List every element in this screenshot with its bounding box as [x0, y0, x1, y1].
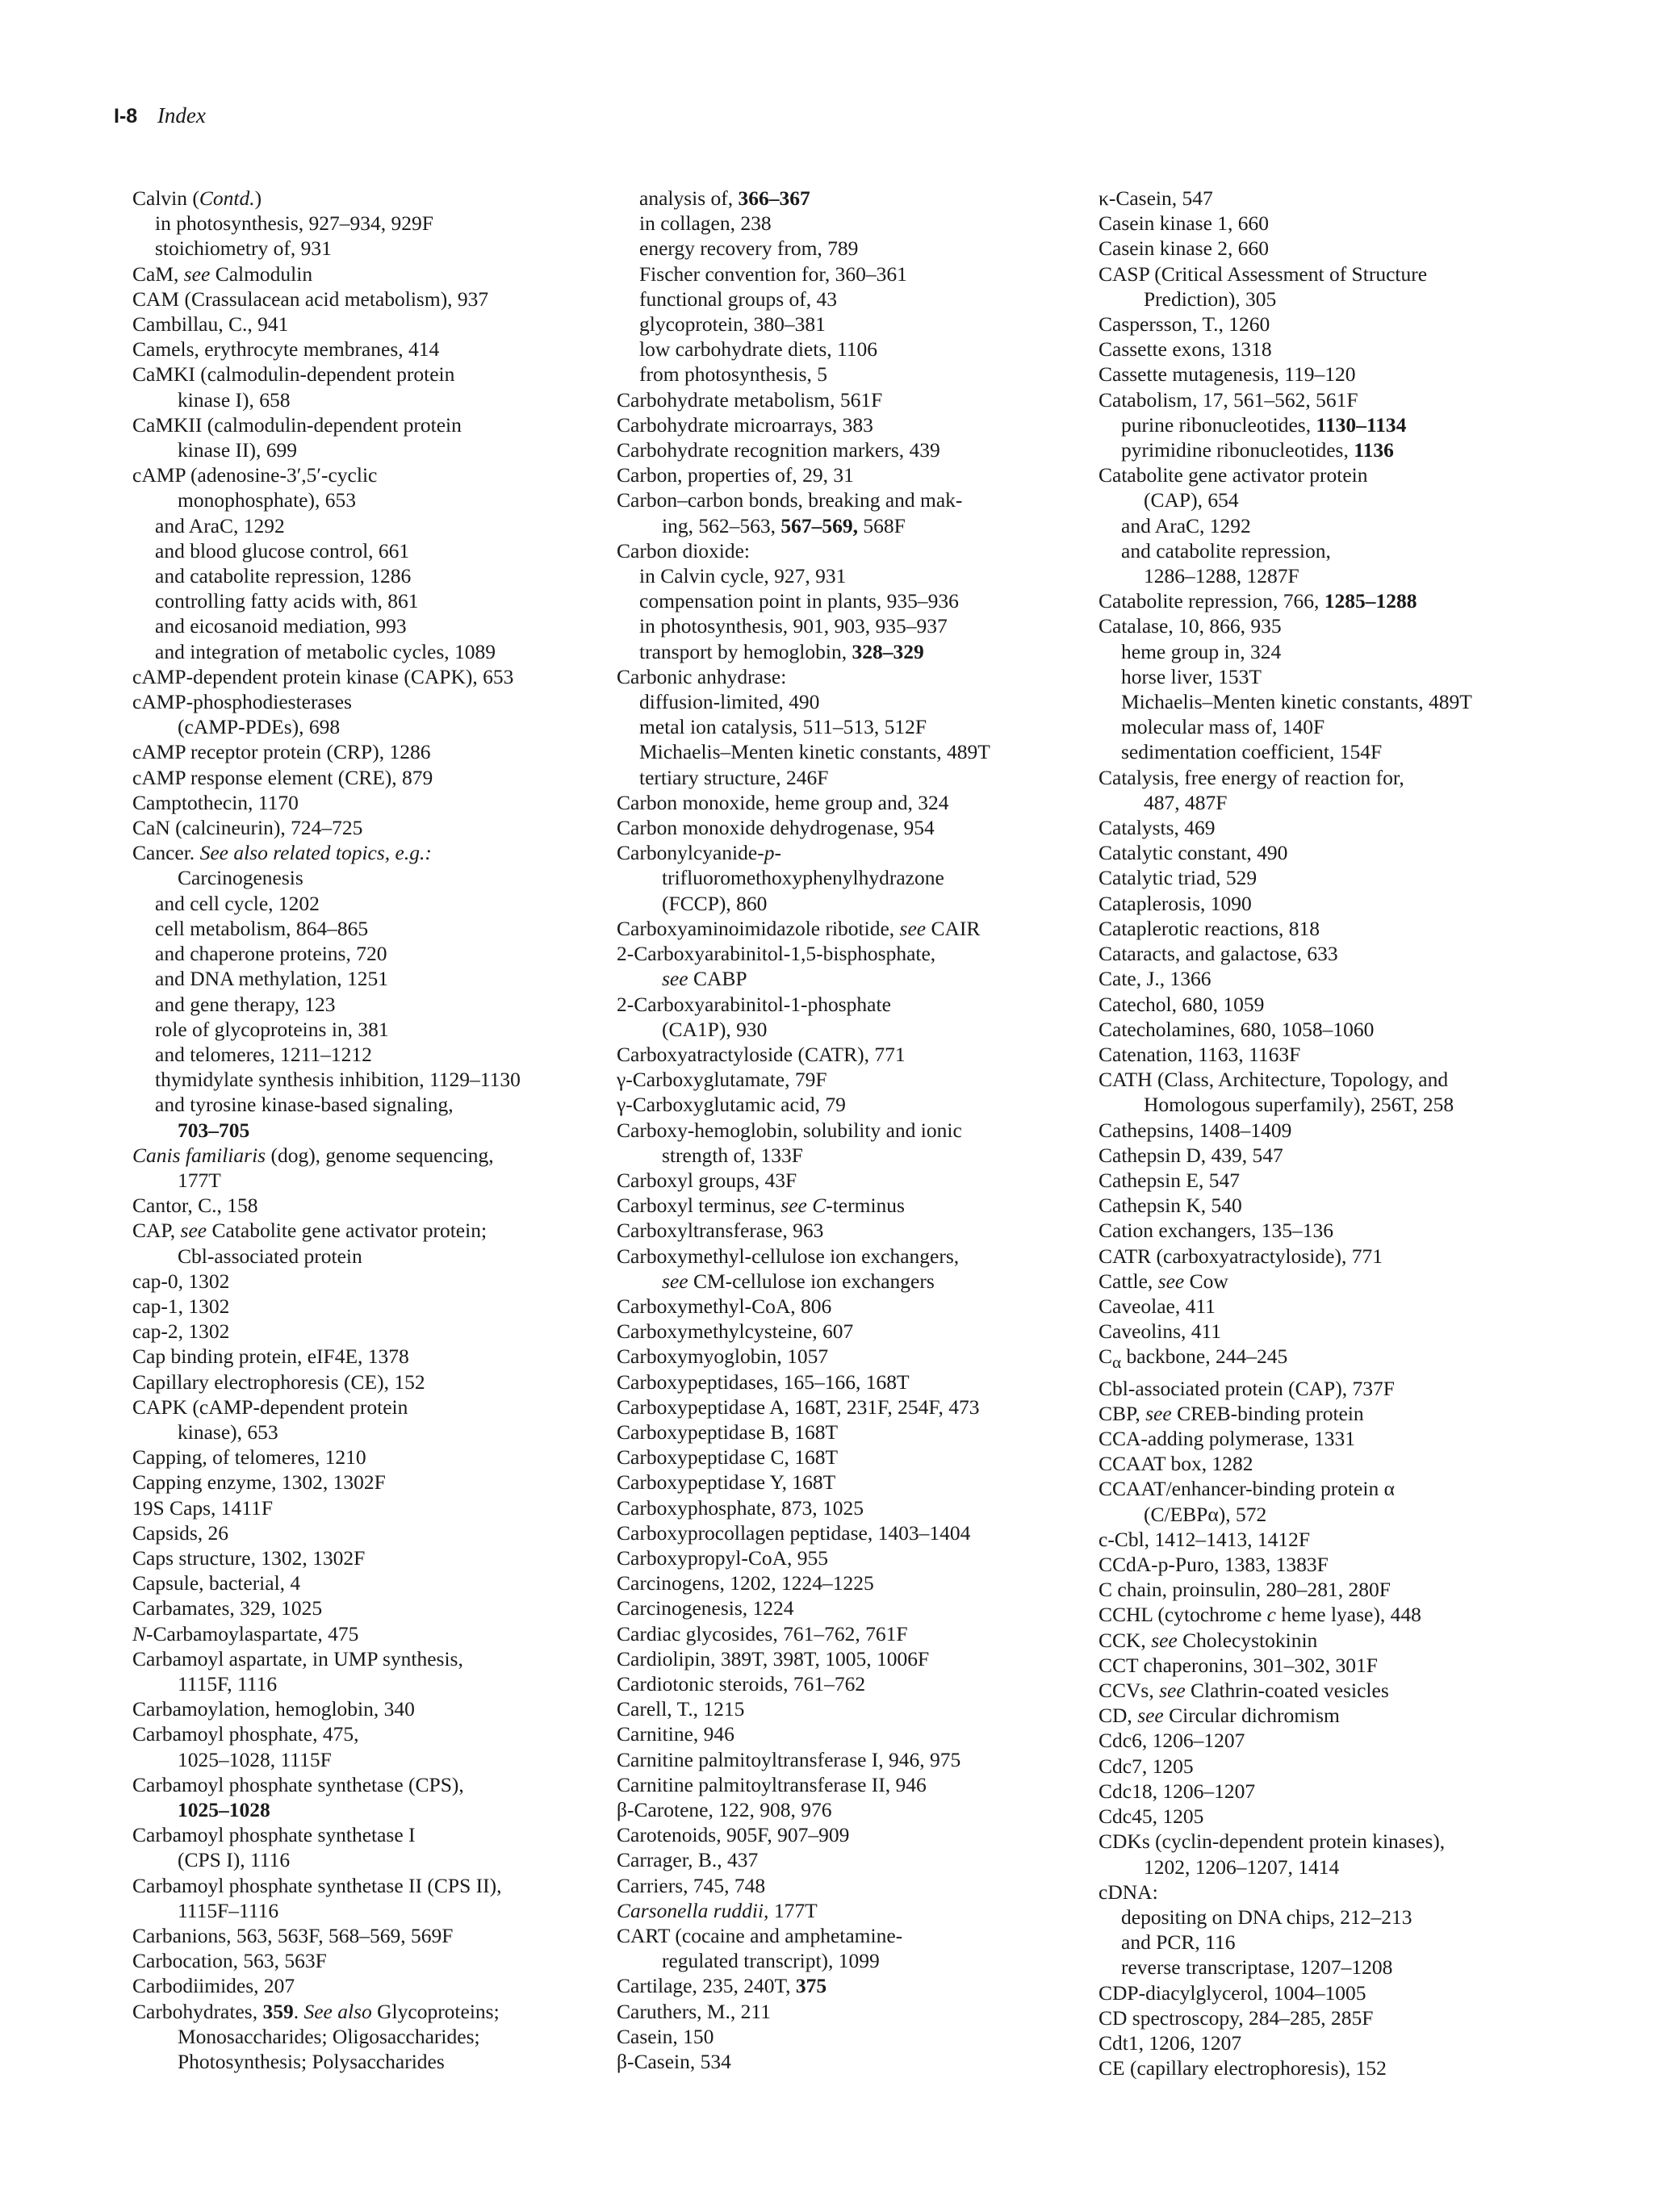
index-entry: Carboxyprocollagen peptidase, 1403–1404: [617, 1520, 971, 1545]
index-entry: c-Cbl, 1412–1413, 1412F: [1099, 1527, 1311, 1551]
index-entry: Carbamoyl phosphate synthetase (CPS),: [132, 1772, 464, 1796]
index-entry: CDKs (cyclin-dependent protein kinases),: [1099, 1829, 1446, 1854]
index-entry: cAMP-dependent protein kinase (CAPK), 653: [132, 664, 514, 688]
index-entry: CCK, see Cholecystokinin: [1099, 1628, 1318, 1652]
index-entry: Cantor, C., 158: [132, 1194, 258, 1218]
index-subentry: molecular mass of, 140F: [1121, 715, 1325, 739]
index-subentry: transport by hemoglobin, 328–329: [639, 639, 924, 663]
index-entry: Catalytic triad, 529: [1099, 866, 1258, 890]
index-entry: Carriers, 745, 748: [617, 1873, 766, 1897]
index-column-1: [132, 186, 592, 2074]
index-subentry: and tyrosine kinase-based signaling,: [155, 1093, 454, 1117]
index-entry-continuation: see CM-cellulose ion exchangers: [662, 1269, 935, 1293]
index-entry: Cathepsin E, 547: [1099, 1168, 1240, 1192]
index-entry: β-Carotene, 122, 908, 976: [617, 1798, 832, 1821]
index-entry: Cdc45, 1205: [1099, 1804, 1204, 1829]
index-entry: Caveolins, 411: [1099, 1319, 1222, 1344]
index-entry: CCA-adding polymerase, 1331: [1099, 1427, 1355, 1451]
index-entry: CART (cocaine and amphetamine-: [617, 1924, 903, 1948]
index-subentry: reverse transcriptase, 1207–1208: [1121, 1955, 1393, 1980]
index-entry-continuation: 1025–1028, 1115F: [178, 1747, 332, 1771]
index-entry: 2-Carboxyarabinitol-1,5-bisphosphate,: [617, 942, 936, 966]
index-subentry: and integration of metabolic cycles, 1089: [155, 639, 496, 663]
index-entry: Cattle, see Cow: [1099, 1269, 1228, 1293]
index-entry: Casein kinase 2, 660: [1099, 236, 1270, 261]
index-entry: cAMP receptor protein (CRP), 1286: [132, 740, 431, 764]
index-entry: CaM, see Calmodulin: [132, 261, 313, 286]
index-subentry: cell metabolism, 864–865: [155, 916, 369, 940]
index-entry: Carboxypeptidases, 165–166, 168T: [617, 1369, 910, 1394]
index-entry: cap-1, 1302: [132, 1294, 230, 1318]
index-entry: Caruthers, M., 211: [617, 1999, 771, 2023]
index-entry: Cathepsin D, 439, 547: [1099, 1143, 1283, 1167]
index-entry: Cassette mutagenesis, 119–120: [1099, 362, 1356, 387]
index-entry: CDP-diacylglycerol, 1004–1005: [1099, 1980, 1366, 2005]
index-entry: cAMP response element (CRE), 879: [132, 765, 433, 789]
index-entry: Caveolae, 411: [1099, 1294, 1216, 1318]
index-subentry: thymidylate synthesis inhibition, 1129–1130: [155, 1068, 521, 1092]
index-entry-continuation: Prediction), 305: [1144, 286, 1277, 311]
index-entry: Carboxymethyl-CoA, 806: [617, 1294, 832, 1318]
index-entry: Camels, erythrocyte membranes, 414: [132, 337, 440, 362]
index-entry: Carell, T., 1215: [617, 1697, 745, 1721]
index-entry: CCT chaperonins, 301–302, 301F: [1099, 1653, 1378, 1677]
index-entry: Cardiotonic steroids, 761–762: [617, 1671, 866, 1696]
index-subentry: glycoprotein, 380–381: [639, 312, 826, 337]
index-entry: Cataplerosis, 1090: [1099, 891, 1252, 915]
index-entry-continuation: (CAP), 654: [1144, 488, 1239, 512]
index-entry: CAM (Crassulacean acid metabolism), 937: [132, 286, 489, 311]
index-entry: Canis familiaris (dog), genome sequencing,: [132, 1143, 494, 1167]
index-entry: Cdt1, 1206, 1207: [1099, 2030, 1242, 2055]
index-entry-continuation: 703–705: [178, 1118, 250, 1142]
index-entry: CCVs, see Clathrin-coated vesicles: [1099, 1679, 1389, 1703]
index-entry: CAPK (cAMP-dependent protein: [132, 1395, 408, 1419]
index-subentry: heme group in, 324: [1121, 639, 1282, 663]
index-entry: Cassette exons, 1318: [1099, 337, 1272, 362]
index-entry: Carnitine palmitoyltransferase I, 946, 975: [617, 1747, 961, 1771]
index-entry: Carboxymethyl-cellulose ion exchangers,: [617, 1244, 960, 1268]
index-entry: CE (capillary electrophoresis), 152: [1099, 2056, 1387, 2080]
index-subentry: and DNA methylation, 1251: [155, 967, 388, 991]
index-entry: Catalytic constant, 490: [1099, 841, 1288, 865]
index-entry: CCAAT box, 1282: [1099, 1452, 1253, 1476]
index-subentry: in photosynthesis, 927–934, 929F: [155, 211, 433, 236]
index-entry: Cbl-associated protein (CAP), 737F: [1099, 1376, 1395, 1400]
index-entry: CD spectroscopy, 284–285, 285F: [1099, 2005, 1374, 2030]
index-subentry: Fischer convention for, 360–361: [639, 261, 907, 286]
index-column-2: [617, 186, 1077, 2074]
index-subentry: diffusion-limited, 490: [639, 690, 820, 714]
index-entry: Cdc7, 1205: [1099, 1754, 1194, 1778]
index-entry: Carbamoyl phosphate, 475,: [132, 1722, 359, 1746]
index-entry: C chain, proinsulin, 280–281, 280F: [1099, 1578, 1391, 1602]
index-entry: Carbon dioxide:: [617, 538, 751, 562]
index-entry: Casein, 150: [617, 2024, 714, 2048]
index-entry-continuation: 177T: [178, 1168, 221, 1192]
index-entry: Carotenoids, 905F, 907–909: [617, 1823, 850, 1847]
index-entry-continuation: 1202, 1206–1207, 1414: [1144, 1854, 1340, 1879]
index-entry-continuation: 1025–1028: [178, 1798, 270, 1821]
index-entry: Catabolism, 17, 561–562, 561F: [1099, 387, 1358, 412]
index-entry-continuation: (CA1P), 930: [662, 1017, 768, 1041]
index-entry: Carboxypropyl-CoA, 955: [617, 1545, 829, 1570]
index-entry: CaMKII (calmodulin-dependent protein: [132, 412, 462, 437]
index-entry-continuation: kinase II), 699: [178, 438, 297, 462]
index-entry: CaMKI (calmodulin-dependent protein: [132, 362, 455, 387]
index-entry: Carbamates, 329, 1025: [132, 1596, 323, 1620]
index-entry-continuation: 1286–1288, 1287F: [1144, 564, 1299, 588]
index-subentry: and cell cycle, 1202: [155, 891, 320, 915]
index-entry: Carbamoyl phosphate synthetase II (CPS II),: [132, 1873, 502, 1897]
index-subentry: purine ribonucleotides, 1130–1134: [1121, 412, 1407, 437]
index-entry: Capping enzyme, 1302, 1302F: [132, 1470, 386, 1495]
index-entry: Carbon, properties of, 29, 31: [617, 463, 854, 487]
index-entry: Catalysis, free energy of reaction for,: [1099, 765, 1404, 789]
index-entry-continuation: see CABP: [662, 967, 747, 991]
index-entry-continuation: regulated transcript), 1099: [662, 1949, 880, 1973]
index-subentry: and telomeres, 1211–1212: [155, 1042, 372, 1066]
index-entry: Capsule, bacterial, 4: [132, 1571, 301, 1595]
index-entry: Carcinogens, 1202, 1224–1225: [617, 1571, 874, 1595]
index-entry: Carbohydrate recognition markers, 439: [617, 438, 940, 462]
index-entry: κ-Casein, 547: [1099, 186, 1213, 210]
index-entry: cap-2, 1302: [132, 1319, 230, 1344]
index-subentry: analysis of, 366–367: [639, 186, 810, 210]
index-subentry: controlling fatty acids with, 861: [155, 589, 419, 613]
index-entry: γ-Carboxyglutamic acid, 79: [617, 1093, 846, 1117]
index-entry: CASP (Critical Assessment of Structure: [1099, 261, 1428, 286]
index-entry: Casein kinase 1, 660: [1099, 211, 1270, 236]
index-entry: CAP, see Catabolite gene activator protein;: [132, 1219, 488, 1243]
index-entry: Carboxyltransferase, 963: [617, 1219, 824, 1243]
index-subentry: tertiary structure, 246F: [639, 765, 829, 789]
section-title: Index: [157, 103, 206, 128]
index-entry-continuation: Carcinogenesis: [178, 866, 303, 890]
index-entry: Carbanions, 563, 563F, 568–569, 569F: [132, 1924, 454, 1948]
index-entry: Carnitine palmitoyltransferase II, 946: [617, 1772, 927, 1796]
index-entry: Carbohydrates, 359. See also Glycoproteins;: [132, 1999, 500, 2023]
index-subentry: low carbohydrate diets, 1106: [639, 337, 878, 362]
index-entry: Carbocation, 563, 563F: [132, 1949, 327, 1973]
index-entry: Cartilage, 235, 240T, 375: [617, 1974, 827, 1998]
index-entry: Carboxyatractyloside (CATR), 771: [617, 1042, 906, 1066]
index-entry: CBP, see CREB-binding protein: [1099, 1401, 1364, 1425]
index-subentry: in collagen, 238: [639, 211, 772, 236]
index-entry: Catabolite repression, 766, 1285–1288: [1099, 589, 1417, 613]
index-entry: cAMP-phosphodiesterases: [132, 690, 352, 714]
index-entry-continuation: 1115F, 1116: [178, 1671, 278, 1696]
index-subentry: sedimentation coefficient, 154F: [1121, 740, 1383, 764]
index-entry: Carbon monoxide, heme group and, 324: [617, 790, 949, 814]
index-entry: Carboxyl terminus, see C-terminus: [617, 1194, 905, 1218]
index-entry: Catecholamines, 680, 1058–1060: [1099, 1017, 1375, 1041]
index-entry: CaN (calcineurin), 724–725: [132, 816, 363, 840]
index-subentry: and AraC, 1292: [155, 513, 285, 537]
index-subentry: in photosynthesis, 901, 903, 935–937: [639, 614, 948, 638]
index-entry: Carrager, B., 437: [617, 1848, 759, 1872]
index-entry-continuation: Homologous superfamily), 256T, 258: [1144, 1093, 1454, 1117]
index-entry: Carsonella ruddii, 177T: [617, 1898, 818, 1922]
index-entry: Carbamoyl aspartate, in UMP synthesis,: [132, 1646, 463, 1670]
index-entry-continuation: (cAMP-PDEs), 698: [178, 715, 341, 739]
index-entry: Carboxy-hemoglobin, solubility and ionic: [617, 1118, 962, 1142]
index-entry: Carboxyl groups, 43F: [617, 1168, 797, 1192]
index-subentry: from photosynthesis, 5: [639, 362, 828, 387]
index-entry: Cathepsins, 1408–1409: [1099, 1118, 1292, 1142]
index-subentry: and AraC, 1292: [1121, 513, 1251, 537]
index-entry-continuation: (CPS I), 1116: [178, 1848, 291, 1872]
index-subentry: and gene therapy, 123: [155, 992, 336, 1016]
index-entry: Carcinogenesis, 1224: [617, 1596, 794, 1620]
index-entry: Cardiac glycosides, 761–762, 761F: [617, 1621, 908, 1645]
index-entry: Carboxypeptidase A, 168T, 231F, 254F, 473: [617, 1395, 980, 1419]
index-entry: cap-0, 1302: [132, 1269, 230, 1293]
index-entry: Carbon monoxide dehydrogenase, 954: [617, 816, 935, 840]
index-entry: Carnitine, 946: [617, 1722, 734, 1746]
index-entry: Cdc18, 1206–1207: [1099, 1779, 1256, 1803]
index-entry: Carboxymyoglobin, 1057: [617, 1344, 829, 1369]
index-entry: Cardiolipin, 389T, 398T, 1005, 1006F: [617, 1646, 930, 1670]
index-entry-continuation: strength of, 133F: [662, 1143, 803, 1167]
index-entry: Cap binding protein, eIF4E, 1378: [132, 1344, 409, 1369]
index-entry: CCAAT/enhancer-binding protein α: [1099, 1477, 1395, 1501]
index-subentry: and PCR, 116: [1121, 1930, 1236, 1955]
index-entry: Carbohydrate microarrays, 383: [617, 412, 873, 437]
index-entry: CATR (carboxyatractyloside), 771: [1099, 1244, 1383, 1268]
index-entry-continuation: Cbl-associated protein: [178, 1244, 362, 1268]
index-entry: Capping, of telomeres, 1210: [132, 1445, 366, 1470]
index-subentry: stoichiometry of, 931: [155, 236, 332, 261]
index-entry: cAMP (adenosine-3′,5′-cyclic: [132, 463, 378, 487]
index-entry: N-Carbamoylaspartate, 475: [132, 1621, 359, 1645]
index-subentry: role of glycoproteins in, 381: [155, 1017, 389, 1041]
index-subentry: energy recovery from, 789: [639, 236, 859, 261]
index-entry-continuation: kinase I), 658: [178, 387, 291, 412]
index-entry: Carboxyphosphate, 873, 1025: [617, 1495, 864, 1520]
index-entry: Capillary electrophoresis (CE), 152: [132, 1369, 425, 1394]
index-entry: Caps structure, 1302, 1302F: [132, 1545, 366, 1570]
index-subentry: and catabolite repression,: [1121, 538, 1331, 562]
index-subentry: compensation point in plants, 935–936: [639, 589, 959, 613]
index-entry: β-Casein, 534: [617, 2050, 731, 2074]
index-subentry: functional groups of, 43: [639, 286, 838, 311]
index-entry: Catalase, 10, 866, 935: [1099, 614, 1282, 638]
index-entry: Carboxypeptidase C, 168T: [617, 1445, 839, 1470]
index-entry: Catalysts, 469: [1099, 816, 1216, 840]
index-entry: Carboxypeptidase B, 168T: [617, 1420, 839, 1444]
index-entry-continuation: trifluoromethoxyphenylhydrazone: [662, 866, 944, 890]
index-entry: Caspersson, T., 1260: [1099, 312, 1270, 337]
page-number: I-8: [114, 105, 138, 128]
index-entry: $C_\alpha$ backbone, 244–245: [1099, 1344, 1288, 1373]
index-entry: Carbamoylation, hemoglobin, 340: [132, 1697, 415, 1721]
index-subentry: and blood glucose control, 661: [155, 538, 410, 562]
index-entry: Carbon–carbon bonds, breaking and mak-: [617, 488, 963, 512]
running-header: [114, 102, 206, 130]
index-entry: Cambillau, C., 941: [132, 312, 289, 337]
index-subentry: depositing on DNA chips, 212–213: [1121, 1905, 1412, 1929]
index-entry: Catechol, 680, 1059: [1099, 992, 1265, 1016]
index-entry: Cancer. See also related topics, e.g.:: [132, 841, 432, 865]
index-entry: Carbamoyl phosphate synthetase I: [132, 1823, 416, 1847]
index-subentry: pyrimidine ribonucleotides, 1136: [1121, 438, 1394, 462]
index-entry: Capsids, 26: [132, 1520, 229, 1545]
index-subentry: Michaelis–Menten kinetic constants, 489T: [1121, 690, 1472, 714]
index-subentry: and chaperone proteins, 720: [155, 942, 387, 966]
index-entry: Carboxyaminoimidazole ribotide, see CAIR: [617, 916, 981, 940]
index-entry: Camptothecin, 1170: [132, 790, 299, 814]
index-entry-continuation: kinase), 653: [178, 1420, 278, 1444]
index-subentry: Michaelis–Menten kinetic constants, 489T: [639, 740, 990, 764]
index-entry-continuation: 1115F–1116: [178, 1898, 279, 1922]
index-entry-continuation: (FCCP), 860: [662, 891, 768, 915]
index-subentry: horse liver, 153T: [1121, 664, 1262, 688]
index-entry-continuation: ing, 562–563, 567–569, 568F: [662, 513, 906, 537]
index-subentry: and catabolite repression, 1286: [155, 564, 412, 588]
index-entry: Calvin (Contd.): [132, 186, 262, 210]
index-entry: Carboxymethylcysteine, 607: [617, 1319, 854, 1344]
index-entry: Cataracts, and galactose, 633: [1099, 942, 1338, 966]
index-entry: cDNA:: [1099, 1880, 1158, 1904]
index-column-3: [1099, 186, 1559, 2080]
index-entry: γ-Carboxyglutamate, 79F: [617, 1068, 827, 1092]
index-entry-continuation: monophosphate), 653: [178, 488, 356, 512]
index-entry: Cate, J., 1366: [1099, 967, 1212, 991]
index-subentry: and eicosanoid mediation, 993: [155, 614, 407, 638]
index-entry: 19S Caps, 1411F: [132, 1495, 274, 1520]
index-entry: Carbonylcyanide-p-: [617, 841, 781, 865]
index-entry-continuation: Monosaccharides; Oligosaccharides;: [178, 2024, 480, 2048]
index-entry: Cation exchangers, 135–136: [1099, 1219, 1334, 1243]
index-entry: CATH (Class, Architecture, Topology, and: [1099, 1068, 1449, 1092]
index-entry-continuation: 487, 487F: [1144, 790, 1228, 814]
index-entry: Cdc6, 1206–1207: [1099, 1729, 1245, 1753]
index-entry-continuation: Photosynthesis; Polysaccharides: [178, 2050, 445, 2074]
index-entry-continuation: (C/EBPα), 572: [1144, 1502, 1267, 1526]
index-subentry: metal ion catalysis, 511–513, 512F: [639, 715, 927, 739]
index-entry: Carboxypeptidase Y, 168T: [617, 1470, 836, 1495]
index-entry: Cataplerotic reactions, 818: [1099, 916, 1320, 940]
index-entry: Carbodiimides, 207: [132, 1974, 295, 1998]
index-entry: CCdA-p-Puro, 1383, 1383F: [1099, 1553, 1329, 1577]
index-entry: CCHL (cytochrome c heme lyase), 448: [1099, 1603, 1421, 1627]
index-entry: CD, see Circular dichromism: [1099, 1704, 1340, 1728]
index-entry: Catenation, 1163, 1163F: [1099, 1042, 1301, 1066]
index-subentry: in Calvin cycle, 927, 931: [639, 564, 847, 588]
index-entry: Carbohydrate metabolism, 561F: [617, 387, 883, 412]
index-entry: Cathepsin K, 540: [1099, 1194, 1242, 1218]
index-entry: Carbonic anhydrase:: [617, 664, 787, 688]
index-entry: Catabolite gene activator protein: [1099, 463, 1368, 487]
index-entry: 2-Carboxyarabinitol-1-phosphate: [617, 992, 891, 1016]
